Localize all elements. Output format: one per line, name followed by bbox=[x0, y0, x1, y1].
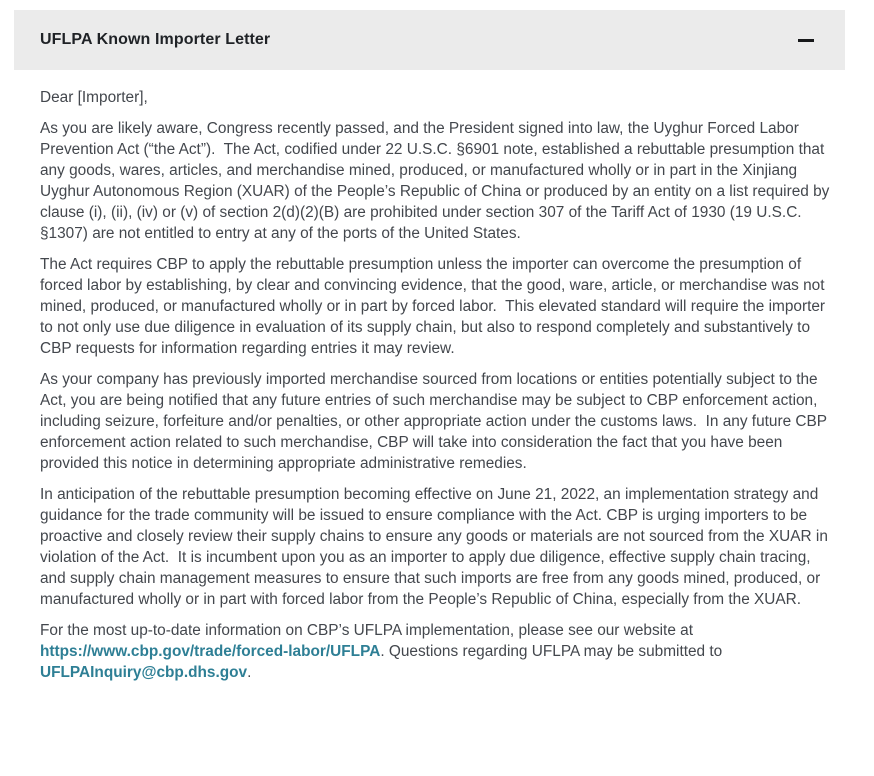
accordion-header-uflpa-known-importer-letter[interactable] bbox=[14, 10, 845, 70]
paragraph-3: As your company has previously imported merchandise sourced from locations or entities potentially subject to the Act, you are being notified that any future entries of such merchandise may be subject to CBP enforcement action, including seizure, forfeiture and/or penalties, or other appropriate action under the customs laws. In any future CBP enforcement action related to such merchandise, CBP will take into consideration the fact that you have been provided this notice in determining appropriate administrative remedies. bbox=[40, 371, 832, 472]
salutation: Dear [Importer], bbox=[40, 89, 148, 106]
closing-text-before-website-link: For the most up-to-date information on CBP’s UFLPA implementation, please see our website at bbox=[40, 622, 698, 640]
letter-body bbox=[0, 70, 874, 724]
closing-text-after-email-link: . bbox=[247, 664, 252, 682]
paragraph-4: In anticipation of the rebuttable presumption becoming effective on June 21, 2022, an implementation strategy and guidance for the trade community will be issued to ensure compliance with the Act. CBP is urging importers to be proactive and closely review their supply chains to ensure any goods or materials are not sourced from the XUAR in violation of the Act. It is incumbent upon you as an importer to apply due diligence, effective supply chain tracing, and supply chain management measures to ensure that such imports are free from any goods mined, produced, or manufactured wholly or in part with forced labor from the People’s Republic of China, especially from the XUAR. bbox=[40, 486, 833, 608]
website-link[interactable]: https://www.cbp.gov/trade/forced-labor/UFLPA bbox=[40, 643, 381, 661]
closing-text-between-links: . Questions regarding UFLPA may be submitted to bbox=[380, 643, 727, 661]
paragraph-1: As you are likely aware, Congress recently passed, and the President signed into law, the Uyghur Forced Labor Prevention Act (“the Act”). The Act, codified under 22 U.S.C. §6901 note, established a rebuttable presumption that any goods, wares, articles, and merchandise mined, produced, or manufactured wholly or in part in the Xinjiang Uyghur Autonomous Region (XUAR) of the People’s Republic of China or produced by an entity on a list required by clause (i), (ii), (iv) or (v) of section 2(d)(2)(B) are prohibited under section 307 of the Tariff Act of 1930 (19 U.S.C. §1307) are not entitled to entry at any of the ports of the United States. bbox=[40, 120, 834, 242]
accordion-title: UFLPA Known Importer Letter bbox=[40, 31, 271, 48]
collapse-button[interactable] bbox=[795, 29, 817, 51]
minus-icon bbox=[798, 39, 814, 42]
email-link[interactable]: UFLPAInquiry@cbp.dhs.gov bbox=[40, 664, 248, 682]
closing-paragraph bbox=[40, 621, 840, 684]
paragraph-2: The Act requires CBP to apply the rebuttable presumption unless the importer can overcome the presumption of forced labor by establishing, by clear and convincing evidence, that the good, ware, article, or merchandise was not mined, produced, or manufactured wholly or in part by forced labor. This elevated standard will require the importer to not only use due diligence in evaluation of its supply chain, but also to respond completely and substantively to CBP requests for information regarding entries it may review. bbox=[40, 256, 830, 357]
